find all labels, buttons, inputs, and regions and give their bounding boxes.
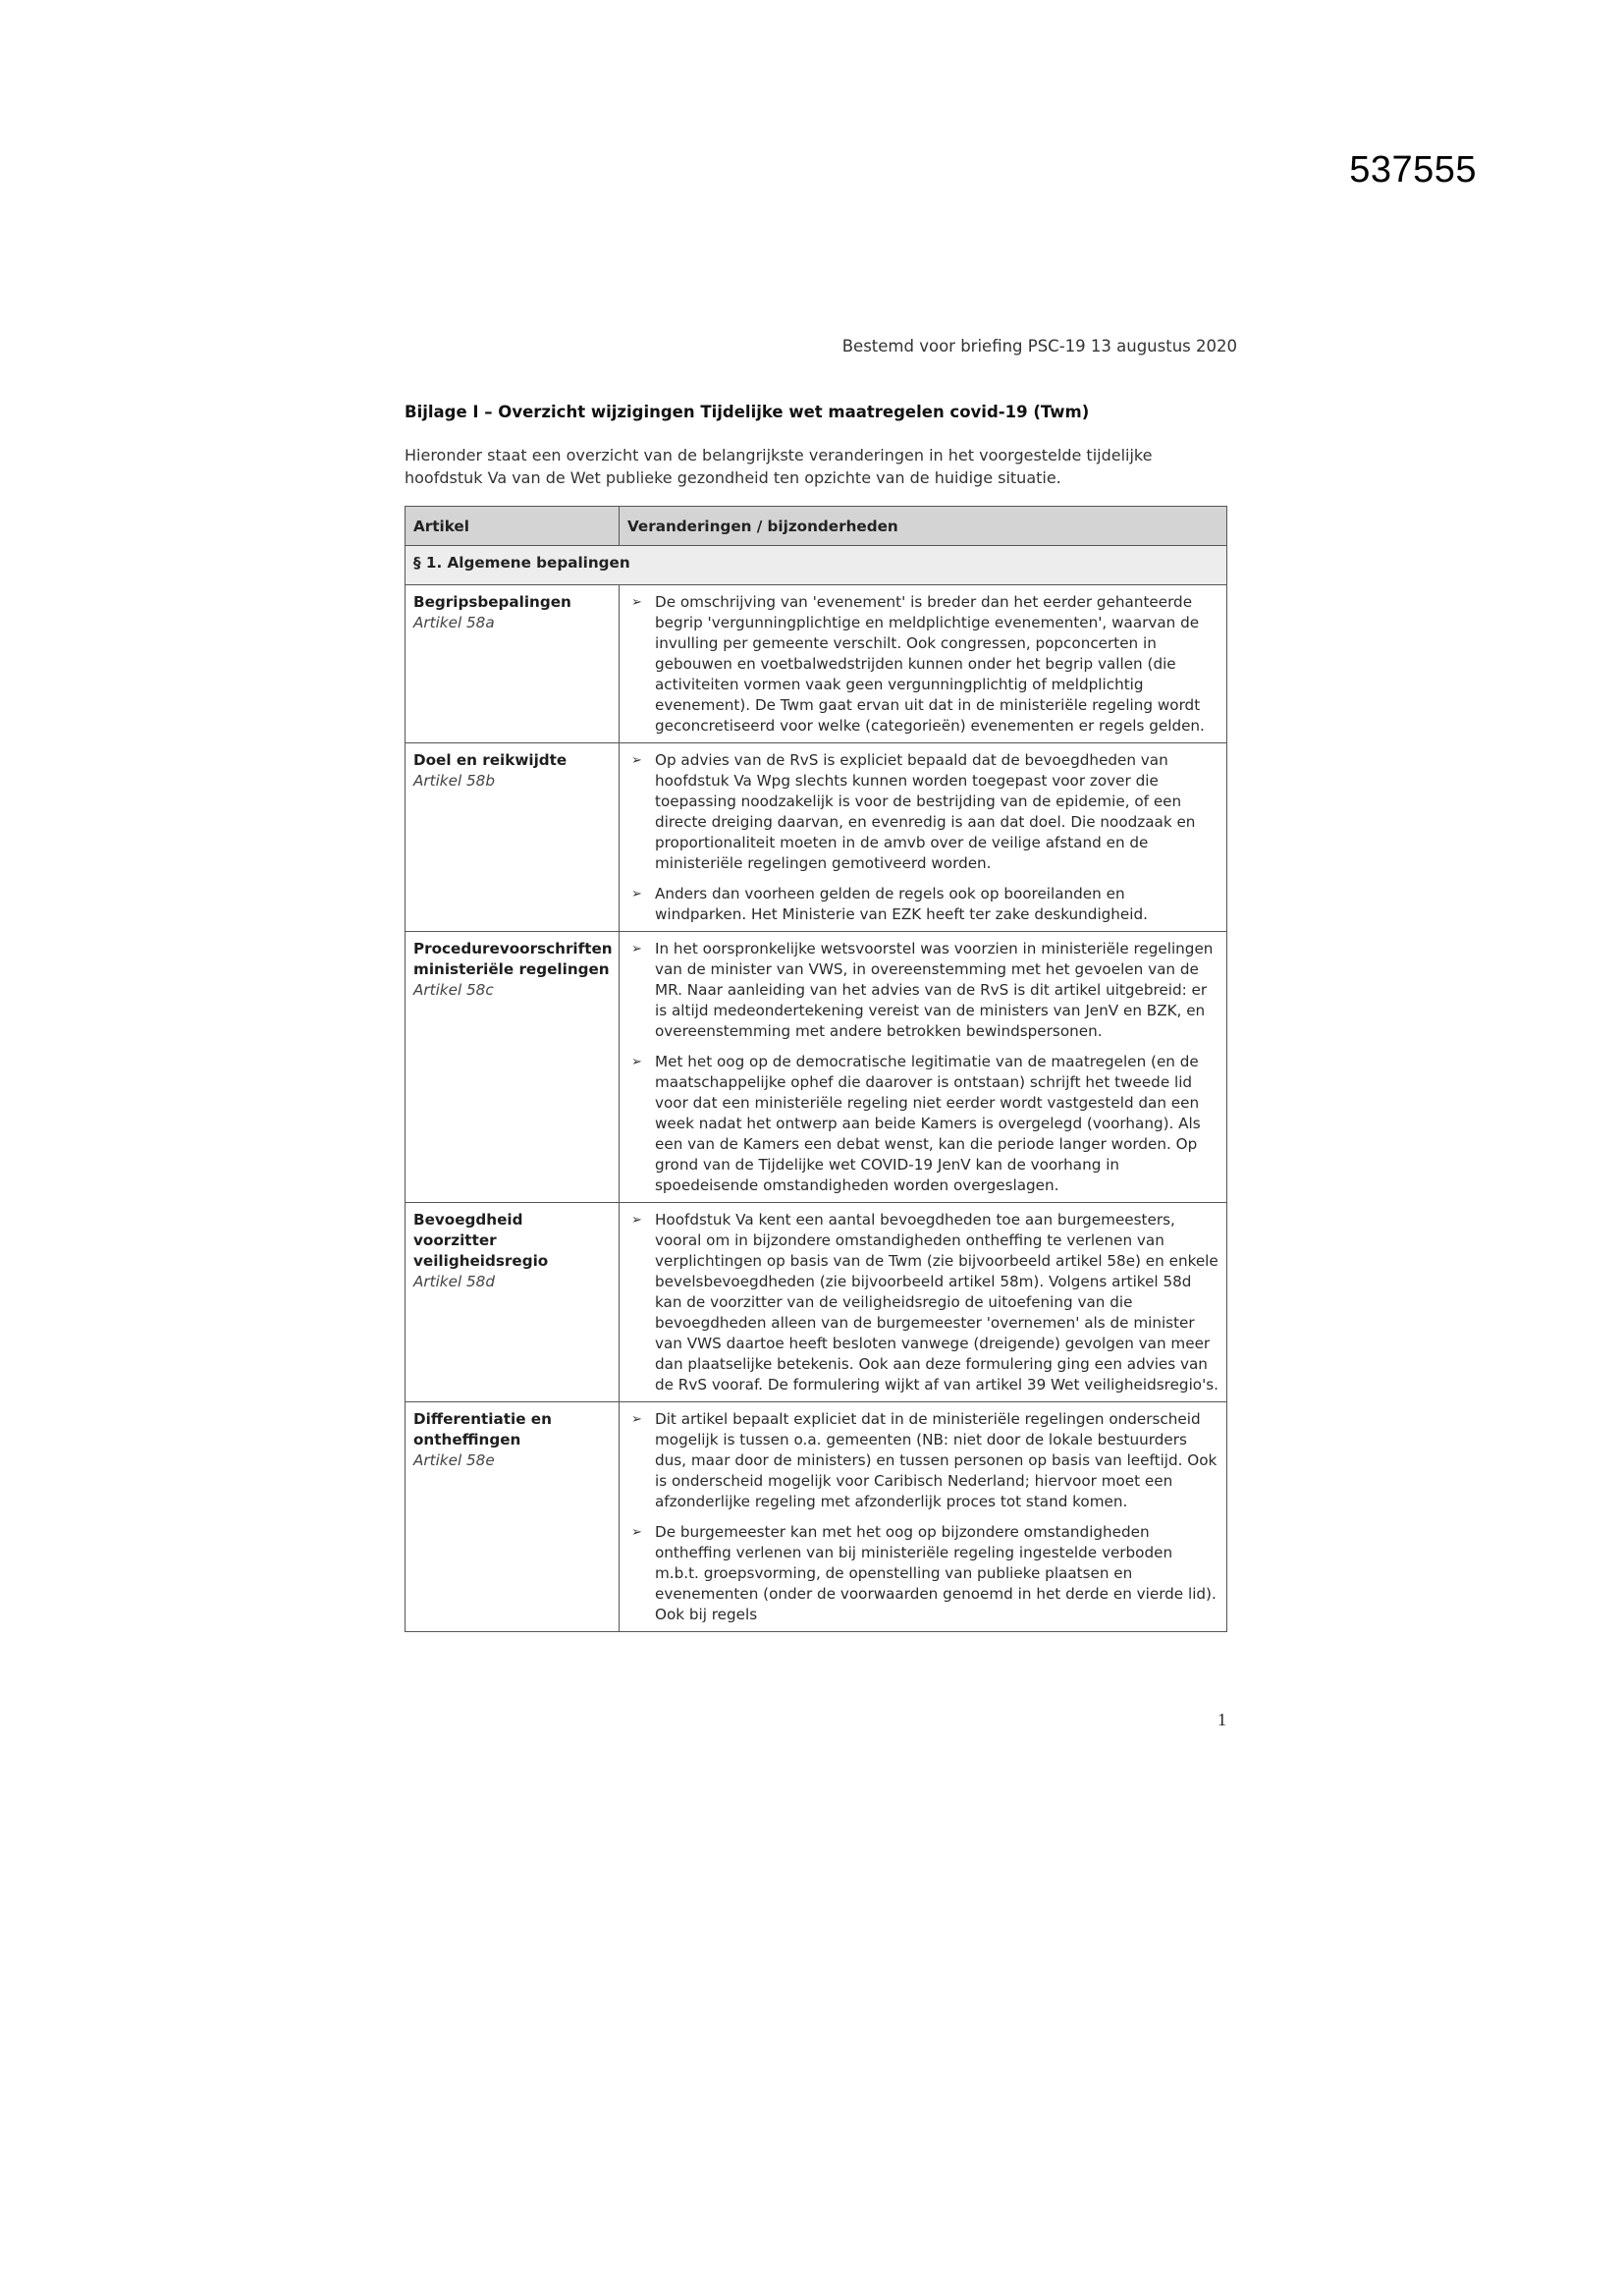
arrowhead-bullet-icon: ➢ xyxy=(631,1213,642,1228)
article-name: Begripsbepalingen xyxy=(413,593,571,611)
article-cell xyxy=(406,1203,620,1402)
table-row xyxy=(406,932,1227,1203)
article-cell xyxy=(406,1402,620,1632)
table-header-row xyxy=(406,507,1227,546)
list-item xyxy=(627,750,1218,874)
article-ref: Artikel 58b xyxy=(413,772,495,790)
changes-cell xyxy=(620,1402,1227,1632)
intro-paragraph: Hieronder staat een overzicht van de belangrijkste veranderingen in het voorgestelde tijdelijke hoofdstuk Va van de Wet publieke gezondheid ten opzichte van de huidige situatie. xyxy=(405,446,1153,487)
bullet-text: Met het oog op de democratische legitimatie van de maatregelen (en de maatschappelijke ophef die daarover is ontstaan) schrijft het tweede lid voor dat een ministeriële regeling niet eerder wordt vastgesteld dan een week nadat het ontwerp aan beide Kamers is overgelegd (voorhang). Als een van de Kamers een debat wenst, kan die periode langer worden. Op grond van de Tijdelijke wet COVID-19 JenV kan de voorhang in spoedeisende omstandigheden worden overgeslagen. xyxy=(655,1053,1201,1194)
bullet-text: Hoofdstuk Va kent een aantal bevoegdheden toe aan burgemeesters, vooral om in bijzondere omstandigheden ontheffing te verlenen van verplichtingen op basis van de Twm (zie bijvoorbeeld artikel 58e) en enkele bevelsbevoegdheden (zie bijvoorbeeld artikel 58m). Volgens artikel 58d kan de voorzitter van de veiligheidsregio de uitoefening van die bevoegdheden alleen van de burgemeester 'overnemen' als de minister van VWS daartoe heeft besloten vanwege (dreigende) gevolgen van meer dan plaatselijke betekenis. Ook aan deze formulering ging een advies van de RvS vooraf. De formulering wijkt af van artikel 39 Wet veiligheidsregio's. xyxy=(655,1211,1219,1394)
bullet-text: De burgemeester kan met het oog op bijzondere omstandigheden ontheffing verlenen van bij ministeriële regeling ingestelde verboden m.b.t. groepsvorming, de openstelling van publieke plaatsen en evenementen (onder de voorwaarden genoemd in het derde en vierde lid). Ook bij regels xyxy=(655,1523,1217,1623)
table-row xyxy=(406,743,1227,932)
bullet-text: Op advies van de RvS is expliciet bepaald dat de bevoegdheden van hoofdstuk Va Wpg slechts kunnen worden toegepast voor zover die toepassing noodzakelijk is voor de bestrijding van de epidemie, of een directe dreiging daarvan, en evenredig is aan dat doel. Die noodzaak en proportionaliteit moeten in de amvb over de veilige afstand en de ministeriële regelingen gemotiveerd worden. xyxy=(655,751,1196,872)
article-name: Procedurevoorschriften ministeriële regelingen xyxy=(413,940,613,978)
bullet-text: De omschrijving van 'evenement' is breder dan het eerder gehanteerde begrip 'vergunningplichtige en meldplichtige evenementen', waarvan de invulling per gemeente verschilt. Ook congressen, popconcerten in gebouwen en voetbalwedstrijden kunnen onder het begrip vallen (die activiteiten vormen vaak geen vergunningplichtig of meldplichtig evenement). De Twm gaat ervan uit dat in de ministeriële regeling wordt geconcretiseerd voor welke (categorieën) evenementen er regels gelden. xyxy=(655,593,1205,735)
article-cell xyxy=(406,932,620,1203)
article-ref: Artikel 58e xyxy=(413,1451,495,1469)
list-item xyxy=(627,1409,1218,1512)
list-item xyxy=(627,592,1218,737)
arrowhead-bullet-icon: ➢ xyxy=(631,942,642,957)
bullet-text: Anders dan voorheen gelden de regels ook op booreilanden en windparken. Het Ministerie van EZK heeft ter zake deskundigheid. xyxy=(655,885,1148,923)
table-row xyxy=(406,1402,1227,1632)
article-ref: Artikel 58c xyxy=(413,981,494,999)
changes-cell xyxy=(620,585,1227,743)
changes-cell xyxy=(620,1203,1227,1402)
list-item xyxy=(627,884,1218,925)
arrowhead-bullet-icon: ➢ xyxy=(631,595,642,610)
list-item xyxy=(627,1522,1218,1625)
bullet-text: Dit artikel bepaalt expliciet dat in de ministeriële regelingen onderscheid mogelijk is tussen o.a. gemeenten (NB: niet door de lokale bestuurders dus, maar door de ministers) en tussen personen op basis van leeftijd. Ook is onderscheid mogelijk voor Caribisch Nederland; hiervoor moet een afzonderlijke regeling met afzonderlijk proces tot stand komen. xyxy=(655,1410,1218,1510)
arrowhead-bullet-icon: ➢ xyxy=(631,1412,642,1427)
table-row xyxy=(406,585,1227,743)
arrowhead-bullet-icon: ➢ xyxy=(631,887,642,902)
table-row xyxy=(406,1203,1227,1402)
arrowhead-bullet-icon: ➢ xyxy=(631,753,642,768)
section-row xyxy=(406,546,1227,585)
article-cell xyxy=(406,585,620,743)
arrowhead-bullet-icon: ➢ xyxy=(631,1055,642,1069)
briefing-line: Bestemd voor briefing PSC-19 13 augustus 2020 xyxy=(841,337,1237,355)
article-name: Differentiatie en ontheffingen xyxy=(413,1410,552,1449)
list-item xyxy=(627,1052,1218,1196)
article-name: Doel en reikwijdte xyxy=(413,751,568,769)
section-title: § 1. Algemene bepalingen xyxy=(406,546,1227,585)
article-ref: Artikel 58d xyxy=(413,1273,495,1290)
article-name: Bevoegdheid voorzitter veiligheidsregio xyxy=(413,1211,549,1270)
header-veranderingen: Veranderingen / bijzonderheden xyxy=(620,507,1227,546)
article-cell xyxy=(406,743,620,932)
page-number: 1 xyxy=(1218,1710,1226,1729)
header-artikel: Artikel xyxy=(406,507,620,546)
overview-table xyxy=(405,506,1227,1632)
arrowhead-bullet-icon: ➢ xyxy=(631,1525,642,1540)
changes-cell xyxy=(620,743,1227,932)
article-ref: Artikel 58a xyxy=(413,614,495,631)
bullet-text: In het oorspronkelijke wetsvoorstel was voorzien in ministeriële regelingen van de minister van VWS, in overeenstemming met het gevoelen van de MR. Naar aanleiding van het advies van de RvS is dit artikel uitgebreid: er is altijd medeondertekening vereist van de ministers van JenV en BZK, en overeenstemming met andere betrokken bewindspersonen. xyxy=(655,940,1214,1040)
page-title: Bijlage I – Overzicht wijzigingen Tijdelijke wet maatregelen covid-19 (Twm) xyxy=(405,403,1090,421)
list-item xyxy=(627,939,1218,1042)
list-item xyxy=(627,1210,1218,1395)
document-number: 537555 xyxy=(1349,149,1477,191)
changes-cell xyxy=(620,932,1227,1203)
